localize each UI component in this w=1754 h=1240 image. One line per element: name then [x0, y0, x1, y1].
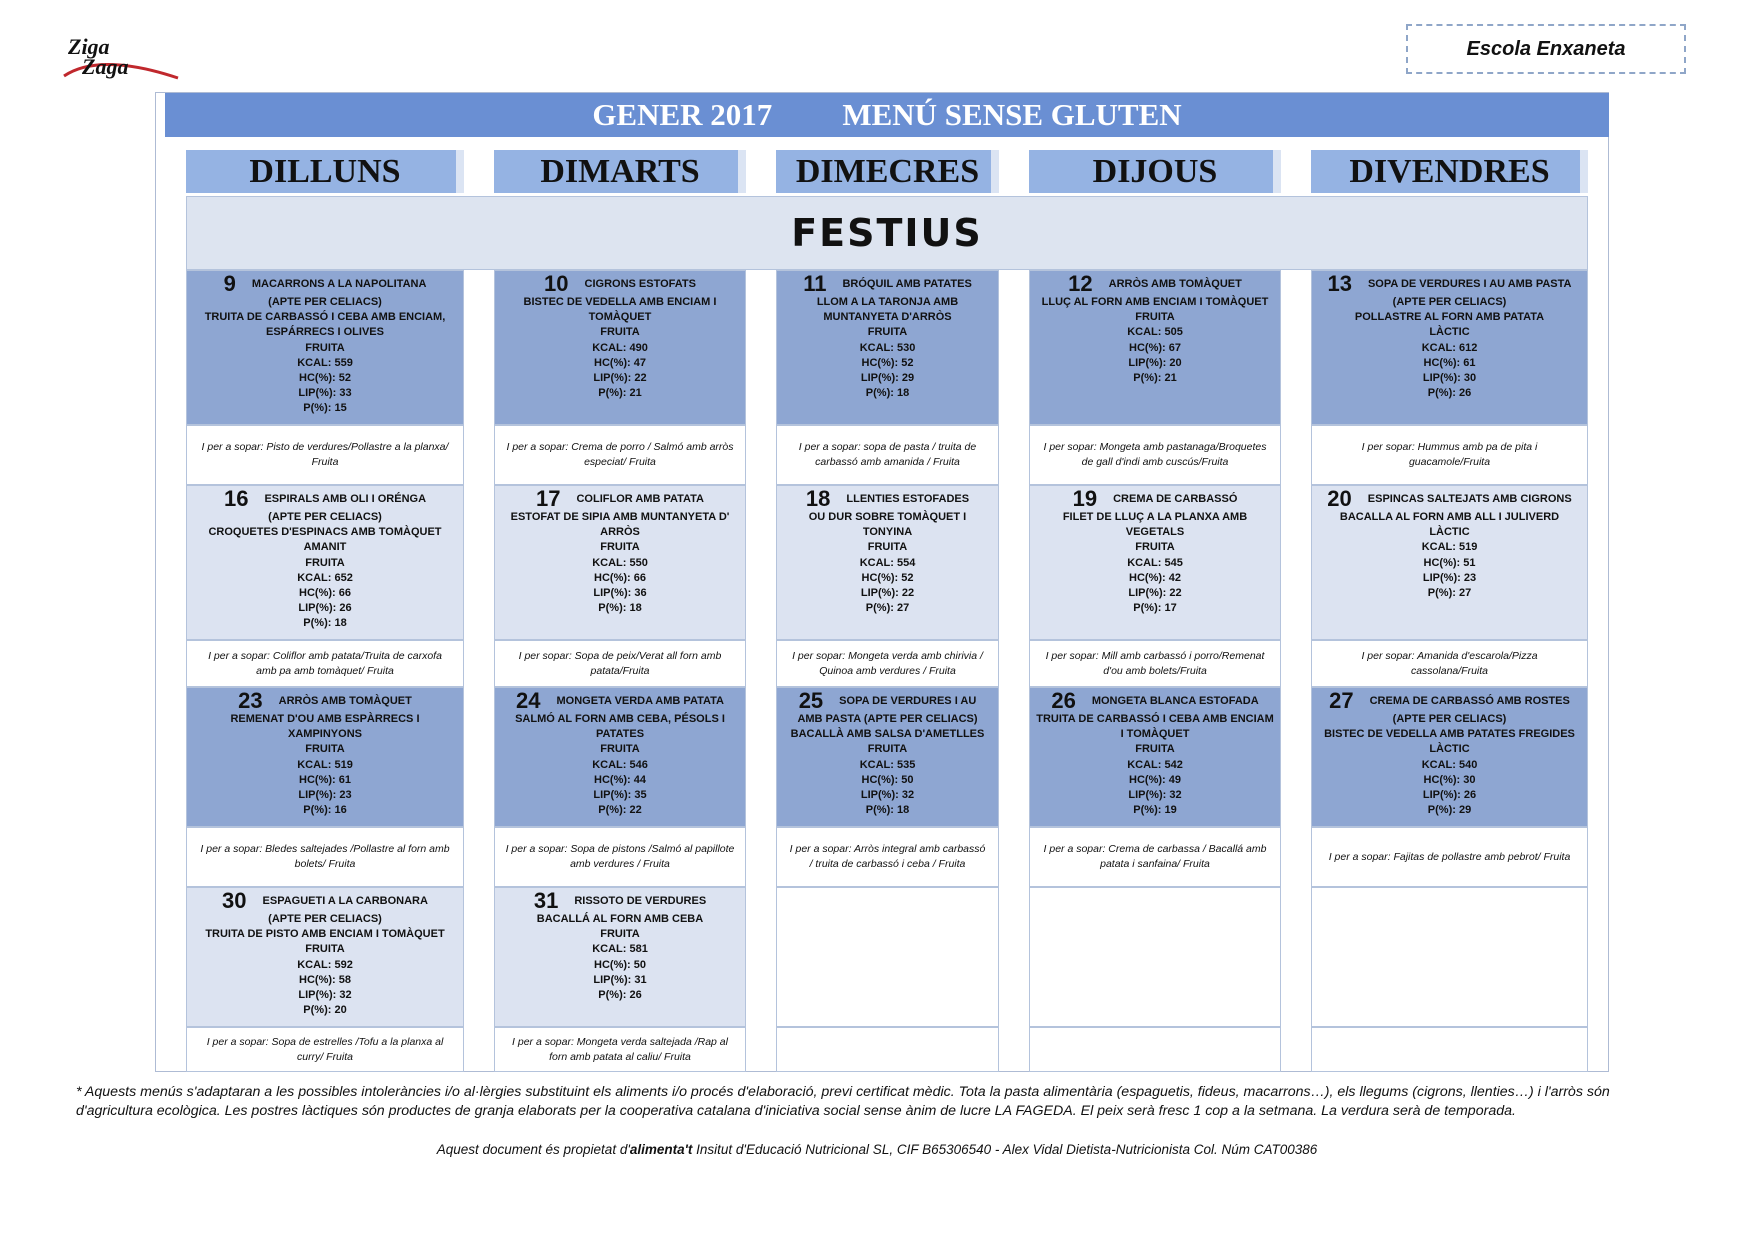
day-number: 17	[536, 486, 561, 511]
svg-text:Ziga: Ziga	[68, 34, 110, 59]
menu-line: LIP(%): 32	[860, 789, 915, 802]
first-course-row	[777, 488, 998, 510]
header-dimecres: DIMECRES	[776, 150, 999, 193]
menu-line: LIP(%): 23	[1422, 571, 1477, 584]
menu-line: OU DUR SOBRE TOMÀQUET I	[808, 511, 967, 523]
first-course-row	[495, 690, 745, 712]
dinner-suggestion: I per a sopar: Mongeta verda saltejada /Rap al forn amb patata al caliu/ Fruita	[494, 1027, 746, 1072]
menu-cell	[494, 485, 746, 640]
menu-line: LIP(%): 29	[860, 372, 915, 385]
menu-line: CROQUETES D'ESPINACS AMB TOMÀQUET	[208, 526, 442, 539]
menu-line: LIP(%): 32	[298, 989, 352, 1002]
menu-line: FRUITA	[1135, 311, 1175, 324]
menu-line: HC(%): 30	[1423, 773, 1476, 786]
owner-suffix: Insitut d'Educació Nutricional SL, CIF B65306540 - Alex Vidal Dietista-Nutricionista Col. Núm CAT00386	[692, 1142, 1318, 1157]
menu-line: LIP(%): 33	[298, 387, 352, 400]
day-number: 13	[1327, 271, 1352, 296]
menu-cell	[494, 270, 746, 425]
menu-line: LLOM A LA TARONJA AMB	[816, 296, 959, 308]
first-course-row	[187, 273, 463, 295]
menu-line: HC(%): 58	[299, 973, 351, 986]
dinner-suggestion: I per sopar: Mongeta verda amb chirivia / Quinoa amb verdures / Fruita	[776, 640, 999, 687]
dinner-suggestion: I per a sopar: Arròs integral amb carbassó / truita de carbassó i ceba / Fruita	[776, 827, 999, 887]
menu-line: P(%): 21	[598, 387, 642, 400]
dinner-suggestion: I per sopar: Mongeta amb pastanaga/Broquetes de gall d'indi amb cuscús/Fruita	[1029, 425, 1281, 485]
menu-line: FRUITA	[600, 743, 640, 756]
menu-line: TOMÀQUET	[588, 311, 652, 324]
first-course: MONGETA VERDA AMB PATATA	[556, 695, 724, 707]
first-course: ESPIRALS AMB OLI I ORÉNGA	[264, 493, 427, 505]
day-number: 30	[222, 888, 247, 913]
menu-line: FRUITA	[867, 541, 908, 554]
school-name: Escola Enxaneta	[1406, 24, 1686, 74]
empty-dinner-cell	[776, 1027, 999, 1072]
first-course-row	[1312, 488, 1587, 510]
menu-line: FRUITA	[1135, 541, 1175, 554]
menu-line: KCAL: 519	[1421, 541, 1478, 554]
first-course-row	[777, 273, 998, 295]
menu-line: I TOMÀQUET	[1120, 728, 1190, 741]
first-course-row	[1030, 488, 1280, 510]
owner-brand: alimenta't	[629, 1142, 693, 1157]
dinner-suggestion: I per a sopar: Coliflor amb patata/Truita de carxofa amb pa amb tomàquet/ Fruita	[186, 640, 464, 687]
menu-cell	[1311, 687, 1588, 827]
dinner-suggestion: I per a sopar: Pisto de verdures/Pollastre a la planxa/ Fruita	[186, 425, 464, 485]
day-number: 10	[544, 271, 569, 296]
menu-cell	[1029, 270, 1281, 425]
menu-line: P(%): 27	[865, 602, 910, 615]
first-course: COLIFLOR AMB PATATA	[576, 493, 704, 505]
festius-banner: FESTIUS	[186, 196, 1588, 270]
menu-line: MUNTANYETA D'ARRÒS	[823, 311, 952, 324]
menu-line: BISTEC DE VEDELLA AMB ENCIAM I	[523, 296, 717, 308]
menu-line: FRUITA	[600, 326, 640, 339]
menu-line: POLLASTRE AL FORN AMB PATATA	[1354, 311, 1545, 324]
menu-line: P(%): 18	[598, 602, 642, 615]
menu-line: P(%): 26	[1427, 387, 1472, 400]
ownership-line	[0, 1142, 1754, 1157]
menu-line: KCAL: 554	[859, 556, 916, 569]
first-course: MACARRONS A LA NAPOLITANA	[251, 278, 427, 290]
menu-cell	[186, 887, 464, 1027]
menu-line: HC(%): 42	[1129, 571, 1181, 584]
menu-line: KCAL: 592	[297, 958, 353, 971]
menu-line: LIP(%): 22	[1128, 587, 1182, 600]
dinner-suggestion: I per sopar: Mill amb carbassó i porro/Remenat d'ou amb bolets/Fruita	[1029, 640, 1281, 687]
menu-cell	[1029, 485, 1281, 640]
owner-prefix: Aquest document és propietat d'	[436, 1142, 630, 1157]
menu-line: BACALLA AL FORN AMB ALL I JULIVERD	[1339, 511, 1560, 523]
menu-line: LIP(%): 31	[593, 973, 647, 986]
menu-line: ARRÒS	[600, 526, 640, 539]
menu-cell	[494, 887, 746, 1027]
menu-line: LIP(%): 32	[1128, 789, 1182, 802]
menu-line: P(%): 18	[865, 804, 910, 817]
menu-line: HC(%): 52	[299, 372, 351, 385]
menu-line: LLUÇ AL FORN AMB ENCIAM I TOMÀQUET	[1041, 296, 1269, 308]
title-bar	[165, 93, 1609, 137]
first-course: ARRÒS AMB TOMÀQUET	[1108, 278, 1242, 290]
menu-line: LIP(%): 35	[593, 789, 647, 802]
menu-line: P(%): 29	[1427, 804, 1472, 817]
menu-cell	[186, 485, 464, 640]
menu-line: FRUITA	[305, 943, 345, 956]
menu-cell	[776, 270, 999, 425]
first-course: CREMA DE CARBASSÓ AMB ROSTES	[1369, 695, 1570, 707]
menu-line: LIP(%): 20	[1128, 356, 1182, 369]
first-course-row	[495, 890, 745, 912]
first-course-row	[187, 890, 463, 912]
first-course: LLENTIES ESTOFADES	[846, 493, 970, 505]
menu-cell	[1029, 687, 1281, 827]
dinner-suggestion: I per a sopar: Bledes saltejades /Pollastre al forn amb bolets/ Fruita	[186, 827, 464, 887]
day-number: 23	[238, 688, 263, 713]
first-course-row	[1312, 273, 1587, 295]
first-course: ESPAGUETI A LA CARBONARA	[262, 895, 428, 907]
menu-line: TRUITA DE CARBASSÓ I CEBA AMB ENCIAM,	[204, 311, 446, 324]
menu-line: FRUITA	[305, 743, 345, 756]
menu-line: HC(%): 49	[1129, 773, 1181, 786]
day-number: 24	[516, 688, 541, 713]
menu-line: BISTEC DE VEDELLA AMB PATATES FREGIDES	[1324, 728, 1575, 741]
menu-line: KCAL: 546	[592, 758, 648, 771]
menu-line: LIP(%): 23	[298, 789, 352, 802]
menu-line: KCAL: 505	[1127, 326, 1183, 339]
menu-cell	[1311, 485, 1588, 640]
menu-line: HC(%): 61	[299, 773, 351, 786]
menu-line: FRUITA	[867, 326, 908, 339]
menu-line: P(%): 17	[1133, 602, 1177, 615]
day-number: 25	[798, 688, 824, 713]
menu-cell	[776, 485, 999, 640]
menu-line: FRUITA	[600, 541, 640, 554]
first-course-row	[495, 488, 745, 510]
menu-line: HC(%): 47	[594, 356, 646, 369]
dinner-suggestion: I per a sopar: sopa de pasta / truita de carbassó amb amanida / Fruita	[776, 425, 999, 485]
menu-line: HC(%): 66	[299, 587, 351, 600]
menu-line: KCAL: 542	[1127, 758, 1183, 771]
day-number: 19	[1072, 486, 1098, 511]
menu-line: AMB PASTA (APTE PER CELIACS)	[797, 713, 978, 725]
menu-line: KCAL: 540	[1421, 758, 1478, 771]
dinner-suggestion: I per a sopar: Sopa de pistons /Salmó al papillote amb verdures / Fruita	[494, 827, 746, 887]
menu-line: KCAL: 581	[592, 943, 648, 956]
first-course: SOPA DE VERDURES I AU	[839, 695, 977, 707]
first-course-row	[1030, 273, 1280, 295]
dinner-suggestion: I per a sopar: Sopa de estrelles /Tofu a la planxa al curry/ Fruita	[186, 1027, 464, 1072]
first-course: ESPINCAS SALTEJATS AMB CIGRONS	[1367, 493, 1572, 505]
menu-line: FILET DE LLUÇ A LA PLANXA AMB VEGETALS	[1062, 511, 1248, 539]
header-divendres: DIVENDRES	[1311, 150, 1588, 193]
menu-line: KCAL: 519	[297, 758, 353, 771]
footnote: * Aquests menús s'adaptaran a les possibles intoleràncies i/o al·lèrgies substituint els aliments i/o procés d'elaboració, previ certificat mèdic. Tota la pasta alimentària (espaguetis, fideus, macarrons…), els llegums (cigrons, llenties…) i l'arròs són d'agricultura ecològica. Les postres làctiques són productes de granja elaborats per la cooperativa catalana d'iniciativa social sense ànim de lucre LA FAGEDA. El peix serà fresc 1 cop a la setmana. La verdura serà de temporada.	[76, 1084, 1610, 1119]
menu-line: HC(%): 52	[861, 571, 914, 584]
first-course: RISSOTO DE VERDURES	[574, 895, 707, 907]
menu-line: (APTE PER CELIACS)	[1392, 713, 1507, 725]
menu-line: P(%): 18	[865, 387, 910, 400]
menu-line: KCAL: 559	[297, 356, 353, 369]
menu-line: LIP(%): 36	[593, 587, 647, 600]
day-number: 20	[1327, 486, 1352, 511]
first-course: MONGETA BLANCA ESTOFADA	[1091, 695, 1259, 707]
menu-cell	[1311, 887, 1588, 1027]
menu-line: HC(%): 50	[594, 958, 646, 971]
menu-line: HC(%): 67	[1129, 341, 1181, 354]
menu-line: LÀCTIC	[1429, 326, 1470, 339]
menu-line: LIP(%): 22	[860, 587, 915, 600]
menu-line: LIP(%): 26	[1422, 789, 1477, 802]
menu-line: FRUITA	[600, 928, 640, 941]
menu-line: LÀCTIC	[1429, 526, 1470, 539]
ziga-zaga-logo	[60, 32, 180, 82]
menu-cell	[1029, 887, 1281, 1027]
menu-line: ESTOFAT DE SIPIA AMB MUNTANYETA D'	[510, 511, 730, 523]
menu-line: (APTE PER CELIACS)	[1392, 296, 1507, 308]
empty-dinner-cell	[1029, 1027, 1281, 1072]
menu-line: FRUITA	[1135, 743, 1175, 756]
menu-line: BACALLÀ AMB SALSA D'AMETLLES	[790, 728, 985, 741]
menu-line: P(%): 16	[303, 804, 347, 817]
menu-line: LIP(%): 26	[298, 602, 352, 615]
first-course-row	[187, 690, 463, 712]
first-course: SOPA DE VERDURES I AU AMB PASTA	[1367, 278, 1572, 290]
menu-line: HC(%): 44	[594, 773, 646, 786]
first-course: BRÓQUIL AMB PATATES	[842, 278, 972, 290]
menu-cell	[776, 687, 999, 827]
first-course-row	[1312, 690, 1587, 712]
menu-line: FRUITA	[305, 556, 345, 569]
day-number: 18	[805, 486, 831, 511]
menu-line: AMANIT	[303, 541, 347, 554]
menu-line: KCAL: 550	[592, 556, 648, 569]
header-dilluns: DILLUNS	[186, 150, 464, 193]
menu-line: PATATES	[595, 728, 645, 741]
menu-line: HC(%): 51	[1423, 556, 1476, 569]
svg-text:Zaga: Zaga	[82, 54, 129, 79]
menu-line: P(%): 20	[303, 1004, 347, 1017]
menu-line: P(%): 18	[303, 617, 347, 630]
first-course-row	[187, 488, 463, 510]
title-menu: MENÚ SENSE GLUTEN	[842, 97, 1182, 132]
menu-line: KCAL: 612	[1421, 341, 1478, 354]
menu-cell	[186, 687, 464, 827]
menu-line: KCAL: 490	[592, 341, 648, 354]
day-number: 12	[1068, 271, 1093, 296]
menu-line: (APTE PER CELIACS)	[268, 913, 382, 925]
dinner-suggestion: I per sopar: Hummus amb pa de pita i guacamole/Fruita	[1311, 425, 1588, 485]
dinner-suggestion: I per a sopar: Crema de carbassa / Bacallá amb patata i sanfaina/ Fruita	[1029, 827, 1281, 887]
menu-line: HC(%): 50	[861, 773, 914, 786]
menu-line: (APTE PER CELIACS)	[268, 296, 382, 308]
first-course: CREMA DE CARBASSÓ	[1113, 493, 1238, 505]
menu-line: P(%): 15	[303, 402, 347, 415]
menu-line: P(%): 27	[1427, 587, 1472, 600]
menu-line: P(%): 21	[1133, 372, 1177, 385]
first-course-row	[777, 690, 998, 712]
menu-line: TRUITA DE CARBASSÓ I CEBA AMB ENCIAM	[1036, 713, 1274, 725]
day-number: 9	[223, 271, 236, 296]
first-course: CIGRONS ESTOFATS	[584, 278, 696, 290]
header-dimarts: DIMARTS	[494, 150, 746, 193]
menu-cell	[776, 887, 999, 1027]
menu-line: P(%): 26	[598, 989, 642, 1002]
menu-cell	[186, 270, 464, 425]
menu-line: SALMÓ AL FORN AMB CEBA, PÉSOLS I	[515, 713, 725, 725]
menu-line: LIP(%): 22	[593, 372, 647, 385]
menu-cell	[494, 687, 746, 827]
first-course: ARRÒS AMB TOMÀQUET	[278, 695, 412, 707]
first-course-row	[495, 273, 745, 295]
title-month: GENER 2017	[592, 97, 773, 132]
menu-line: KCAL: 652	[297, 571, 353, 584]
dinner-suggestion: I per a sopar: Fajitas de pollastre amb pebrot/ Fruita	[1311, 827, 1588, 887]
day-number: 31	[533, 888, 559, 913]
menu-line: HC(%): 61	[1423, 356, 1476, 369]
menu-line: HC(%): 66	[594, 571, 646, 584]
menu-line: (APTE PER CELIACS)	[268, 511, 382, 523]
menu-line: LIP(%): 30	[1422, 372, 1477, 385]
day-number: 27	[1329, 688, 1354, 713]
menu-line: P(%): 19	[1133, 804, 1177, 817]
dinner-suggestion: I per a sopar: Crema de porro / Salmó amb arròs especiat/ Fruita	[494, 425, 746, 485]
menu-line: P(%): 22	[598, 804, 642, 817]
empty-dinner-cell	[1311, 1027, 1588, 1072]
menu-line: TONYINA	[862, 526, 913, 539]
menu-cell	[1311, 270, 1588, 425]
menu-line: REMENAT D'OU AMB ESPÀRRECS I XAMPINYONS	[230, 713, 420, 741]
day-number: 26	[1051, 688, 1076, 713]
menu-line: BACALLÁ AL FORN AMB CEBA	[536, 913, 704, 925]
menu-line: KCAL: 545	[1127, 556, 1183, 569]
menu-line: KCAL: 535	[859, 758, 916, 771]
menu-line: FRUITA	[305, 341, 345, 354]
menu-line: ESPÁRRECS I OLIVES	[266, 326, 384, 339]
day-number: 11	[803, 271, 827, 296]
menu-line: HC(%): 52	[861, 356, 914, 369]
menu-line: FRUITA	[867, 743, 908, 756]
menu-line: TRUITA DE PISTO AMB ENCIAM I TOMÀQUET	[205, 928, 445, 941]
menu-line: LÀCTIC	[1429, 743, 1470, 756]
dinner-suggestion: I per sopar: Sopa de peix/Verat all forn amb patata/Fruita	[494, 640, 746, 687]
day-number: 16	[223, 486, 249, 511]
first-course-row	[1030, 690, 1280, 712]
header-dijous: DIJOUS	[1029, 150, 1281, 193]
menu-line: KCAL: 530	[859, 341, 916, 354]
dinner-suggestion: I per sopar: Amanida d'escarola/Pizza cassolana/Fruita	[1311, 640, 1588, 687]
